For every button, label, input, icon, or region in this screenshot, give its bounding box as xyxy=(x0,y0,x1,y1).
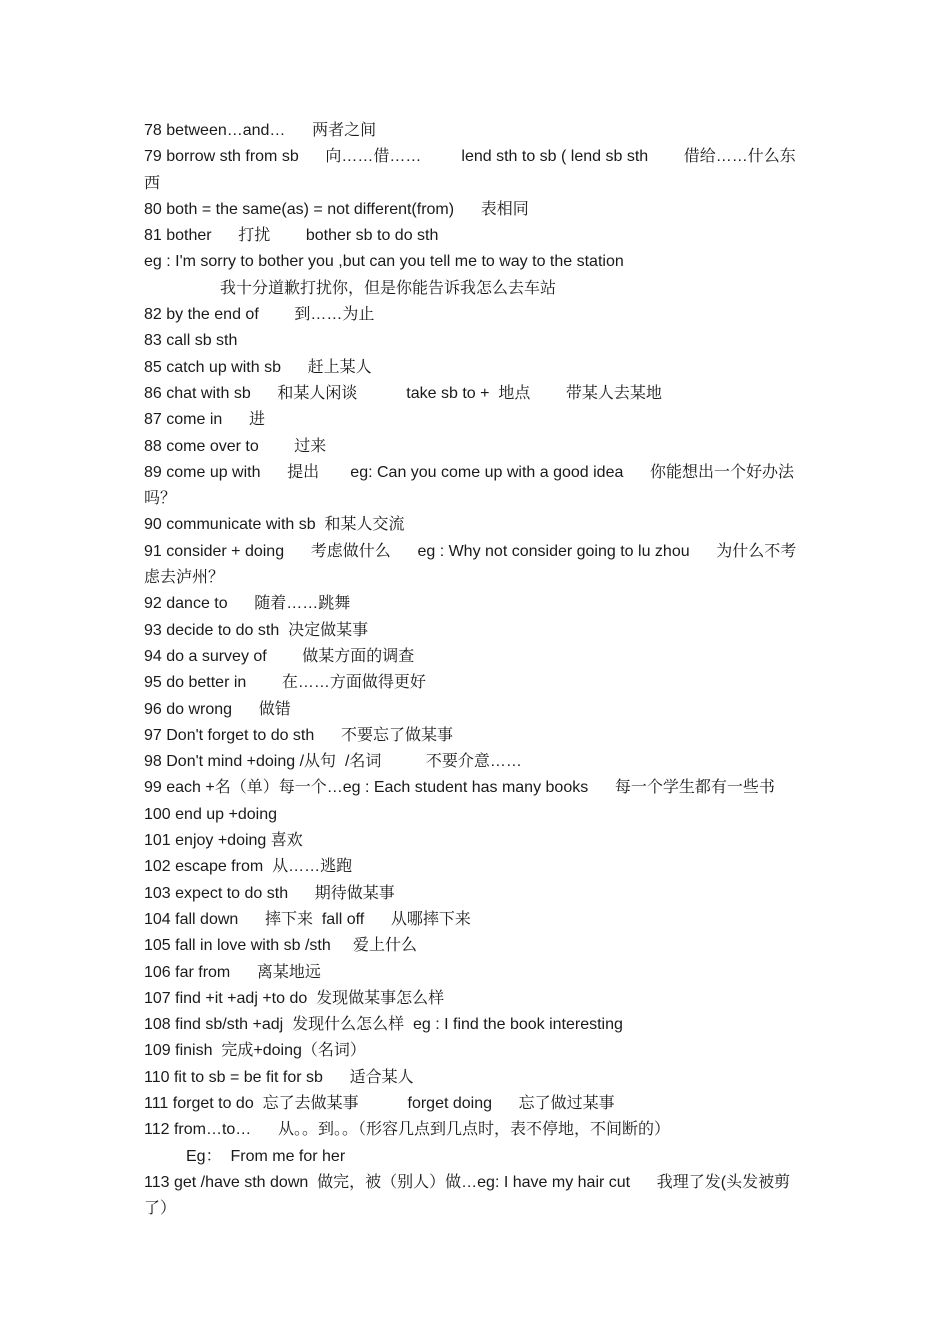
example-81-translation: 我十分道歉打扰你，但是你能告诉我怎么去车站 xyxy=(220,279,557,297)
entry-98: 98 Don't mind +doing /从句 /名词 不要介意…… xyxy=(144,753,522,771)
entry-95: 95 do better in 在……方面做得更好 xyxy=(144,674,426,692)
entry-99: 99 each +名（单）每一个…eg : Each student has many books 每一个学生都有一些书 xyxy=(144,779,775,797)
entry-96: 96 do wrong 做错 xyxy=(144,700,291,718)
entry-101: 101 enjoy +doing 喜欢 xyxy=(144,832,303,850)
entry-78: 78 between…and… 两者之间 xyxy=(144,122,377,139)
entry-80: 80 both = the same(as) = not different(from) 表相同 xyxy=(144,200,529,218)
entry-108: 108 find sb/sth +adj 发现什么怎么样 eg : I find the book interesting xyxy=(144,1016,623,1034)
example-81: eg : I'm sorry to bother you ,but can you tell me to way to the station xyxy=(144,253,624,271)
entry-93: 93 decide to do sth 决定做某事 xyxy=(144,621,369,639)
entry-106: 106 far from 离某地远 xyxy=(144,963,321,981)
entry-88: 88 come over to 过来 xyxy=(144,437,327,455)
entry-105: 105 fall in love with sb /sth 爱上什么 xyxy=(144,937,417,955)
entry-92: 92 dance to 随着……跳舞 xyxy=(144,595,351,613)
entry-86: 86 chat with sb 和某人闲谈 take sb to + 地点 带某人去某地 xyxy=(144,384,662,402)
entry-94: 94 do a survey of 做某方面的调查 xyxy=(144,647,415,665)
entry-90: 90 communicate with sb 和某人交流 xyxy=(144,516,405,534)
entry-112: 112 from…to… 从。。到。。（形容几点到几点时，表不停地，不间断的） xyxy=(144,1121,670,1139)
entry-113: 113 get /have sth down 做完，被（别人）做…eg: I have my hair cut 我理了发(头发被剪了） xyxy=(144,1173,791,1218)
entry-104: 104 fall down 摔下来 fall off 从哪摔下来 xyxy=(144,910,471,928)
entry-107: 107 find +it +adj +to do 发现做某事怎么样 xyxy=(144,989,445,1007)
entry-109: 109 finish 完成+doing（名词） xyxy=(144,1042,366,1060)
entry-81: 81 bother 打扰 bother sb to do sth xyxy=(144,227,439,245)
entry-97: 97 Don't forget to do sth 不要忘了做某事 xyxy=(144,726,453,744)
example-112: Eg： From me for her xyxy=(186,1147,346,1165)
entry-79: 79 borrow sth from sb 向……借…… lend sth to sb ( lend sb sth 借给……什么东西 xyxy=(144,148,796,192)
entry-111: 111 forget to do 忘了去做某事 forget doing 忘了做过某事 xyxy=(144,1094,615,1112)
entry-102: 102 escape from 从……逃跑 xyxy=(144,858,353,876)
entry-89: 89 come up with 提出 eg: Can you come up with a good idea 你能想出一个好办法吗？ xyxy=(144,463,795,508)
entry-91: 91 consider + doing 考虑做什么 eg : Why not consider going to lu zhou 为什么不考虑去泸州？ xyxy=(144,542,797,587)
entry-87: 87 come in 进 xyxy=(144,411,265,429)
entry-82: 82 by the end of 到……为止 xyxy=(144,306,375,324)
entry-103: 103 expect to do sth 期待做某事 xyxy=(144,884,395,902)
vocabulary-list xyxy=(144,118,806,1222)
entry-83: 83 call sb sth xyxy=(144,332,238,350)
entry-110: 110 fit to sb = be fit for sb 适合某人 xyxy=(144,1068,414,1086)
entry-85: 85 catch up with sb 赶上某人 xyxy=(144,358,372,376)
entry-100: 100 end up +doing xyxy=(144,805,278,823)
